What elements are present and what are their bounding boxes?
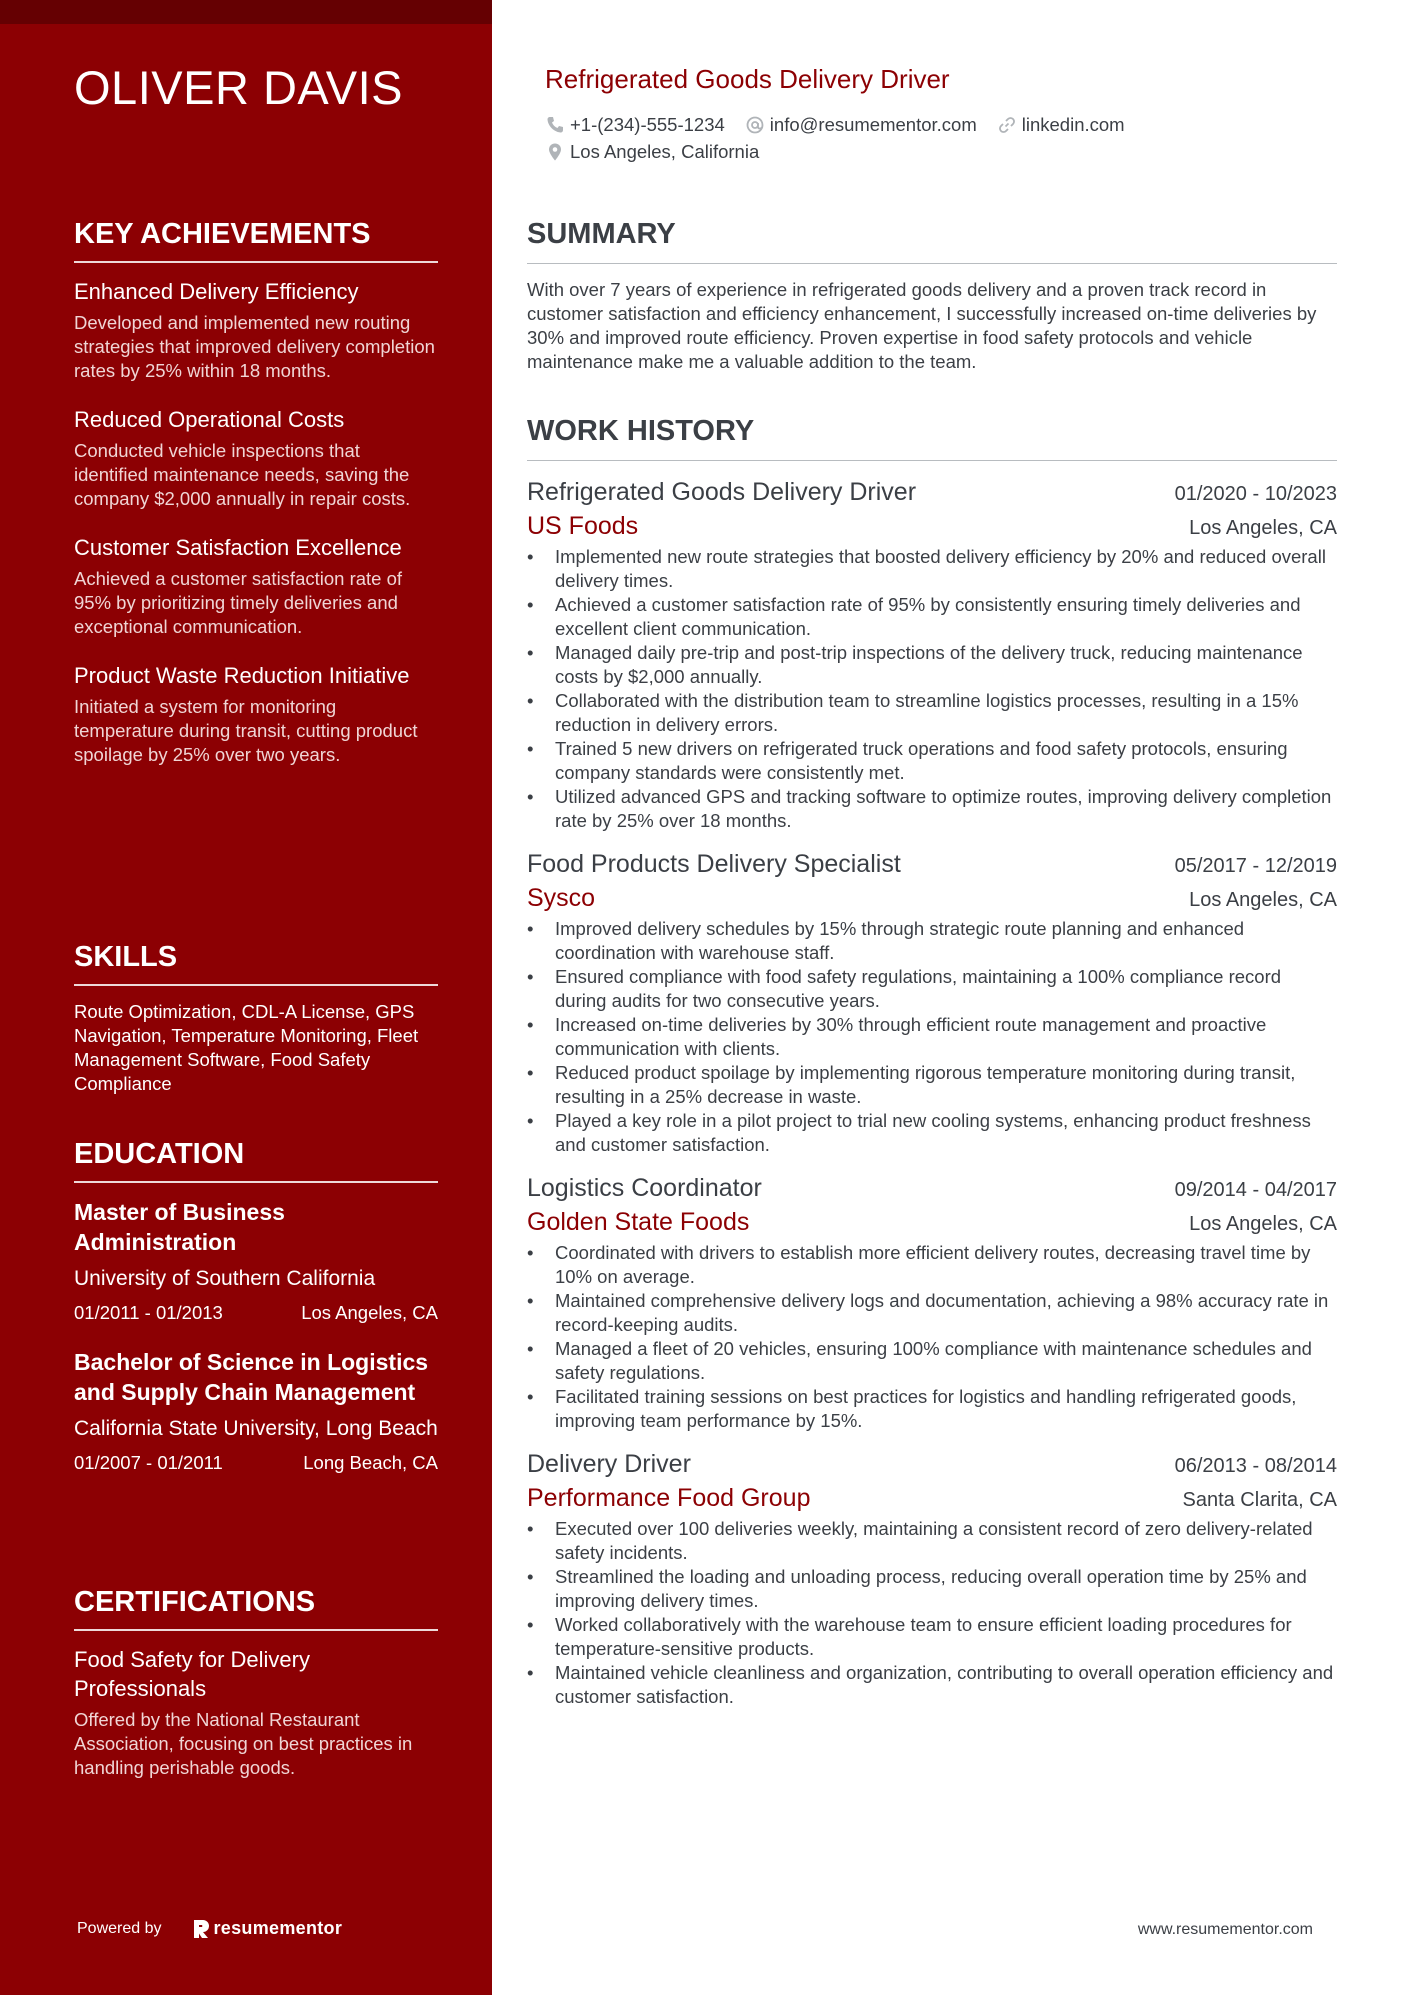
job-title: Delivery Driver bbox=[527, 1450, 691, 1478]
job-bullets bbox=[527, 1241, 1337, 1433]
link-icon bbox=[997, 115, 1017, 135]
brand-logo[interactable] bbox=[192, 1918, 343, 1939]
job-bullet: • Worked collaboratively with the warehouse team to ensure efficient loading procedures for temperature-sensitive products. bbox=[527, 1613, 1337, 1661]
education-heading: EDUCATION bbox=[74, 1138, 438, 1183]
summary-text: With over 7 years of experience in refrigerated goods delivery and a proven track record in customer satisfaction and efficiency enhancement, I successfully increased on-time deliveries by 30% and improved route efficiency. Proven expertise in food safety protocols and vehicle maintenance make me a valuable addition to the team. bbox=[527, 279, 1317, 372]
job-location: Los Angeles, CA bbox=[1189, 889, 1337, 911]
certifications-section bbox=[74, 1586, 438, 1780]
footer-url[interactable]: www.resumementor.com bbox=[1137, 1921, 1313, 1938]
achievement-desc: Developed and implemented new routing strategies that improved delivery completion rates by 25% within 18 months. bbox=[74, 312, 435, 381]
certifications-heading: CERTIFICATIONS bbox=[74, 1586, 438, 1631]
achievement-item bbox=[74, 405, 438, 511]
education-degree: Master of Business Administration bbox=[74, 1199, 285, 1255]
job-bullets bbox=[527, 917, 1337, 1157]
location-text: Los Angeles, California bbox=[570, 141, 760, 162]
achievement-title: Customer Satisfaction Excellence bbox=[74, 535, 402, 560]
job-bullet: • Utilized advanced GPS and tracking software to optimize routes, improving delivery completion rate by 25% over 18 months. bbox=[527, 785, 1337, 833]
job-bullet: • Maintained vehicle cleanliness and organization, contributing to overall operation efficiency and customer satisfaction. bbox=[527, 1661, 1337, 1709]
achievements-heading: KEY ACHIEVEMENTS bbox=[74, 218, 438, 263]
company-name: Sysco bbox=[527, 884, 596, 912]
education-degree: Bachelor of Science in Logistics and Supply Chain Management bbox=[74, 1349, 429, 1405]
contact-row bbox=[545, 114, 1145, 136]
education-location: Los Angeles, CA bbox=[301, 1302, 438, 1323]
powered-by-label: Powered by bbox=[77, 1919, 162, 1937]
education-school: University of Southern California bbox=[74, 1267, 376, 1290]
phone-text: +1-(234)-555-1234 bbox=[570, 114, 725, 135]
certification-item bbox=[74, 1645, 438, 1780]
achievement-title: Reduced Operational Costs bbox=[74, 407, 345, 432]
job-entry bbox=[527, 847, 1337, 1157]
job-bullet: • Reduced product spoilage by implementing rigorous temperature monitoring during transit, resulting in a 25% decrease in waste. bbox=[527, 1061, 1337, 1109]
phone-icon bbox=[545, 115, 565, 135]
job-dates: 09/2014 - 04/2017 bbox=[1174, 1179, 1337, 1201]
job-title: Food Products Delivery Specialist bbox=[527, 850, 901, 878]
skills-section bbox=[74, 941, 438, 1096]
achievement-desc: Initiated a system for monitoring temperature during transit, cutting product spoilage by 25% over two years. bbox=[74, 696, 418, 765]
achievement-title: Product Waste Reduction Initiative bbox=[74, 663, 410, 688]
education-dates: 01/2011 - 01/2013 bbox=[74, 1302, 223, 1323]
education-school: California State University, Long Beach bbox=[74, 1417, 438, 1440]
job-bullet: • Coordinated with drivers to establish more efficient delivery routes, decreasing travel time by 10% on average. bbox=[527, 1241, 1337, 1289]
education-dates: 01/2007 - 01/2011 bbox=[74, 1452, 223, 1473]
job-title: Refrigerated Goods Delivery Driver bbox=[527, 478, 917, 506]
contact-linkedin[interactable] bbox=[997, 114, 1125, 136]
location-pin-icon bbox=[545, 142, 565, 162]
achievement-desc: Achieved a customer satisfaction rate of 95% by prioritizing timely deliveries and exceptional communication. bbox=[74, 568, 403, 637]
job-title: Logistics Coordinator bbox=[527, 1174, 762, 1202]
job-location: Santa Clarita, CA bbox=[1182, 1489, 1337, 1511]
education-item bbox=[74, 1197, 438, 1325]
education-location: Long Beach, CA bbox=[303, 1452, 438, 1473]
job-bullet: • Facilitated training sessions on best practices for logistics and handling refrigerated goods, improving team performance by 15%. bbox=[527, 1385, 1337, 1433]
job-dates: 06/2013 - 08/2014 bbox=[1174, 1455, 1337, 1477]
email-text: info@resumementor.com bbox=[769, 114, 977, 135]
job-bullet: • Trained 5 new drivers on refrigerated truck operations and food safety protocols, ensuring company standards were consistently met. bbox=[527, 737, 1337, 785]
job-entry bbox=[527, 475, 1337, 833]
job-entry bbox=[527, 1447, 1337, 1709]
target-job-title: Refrigerated Goods Delivery Driver bbox=[545, 64, 950, 94]
powered-by bbox=[77, 1918, 342, 1939]
job-bullet: • Managed a fleet of 20 vehicles, ensuring 100% compliance with maintenance schedules and safety regulations. bbox=[527, 1337, 1337, 1385]
resumementor-logo-icon bbox=[192, 1919, 210, 1939]
contact-email[interactable] bbox=[745, 114, 977, 136]
education-item bbox=[74, 1347, 438, 1475]
job-bullet: • Improved delivery schedules by 15% through strategic route planning and enhanced coordination with warehouse staff. bbox=[527, 917, 1337, 965]
at-icon bbox=[745, 115, 765, 135]
job-bullet: • Streamlined the loading and unloading process, reducing overall operation time by 25% and improving delivery times. bbox=[527, 1565, 1337, 1613]
certification-title: Food Safety for Delivery Professionals bbox=[74, 1647, 310, 1701]
contact-phone[interactable] bbox=[545, 114, 725, 136]
job-dates: 05/2017 - 12/2019 bbox=[1174, 855, 1337, 877]
company-name: Golden State Foods bbox=[527, 1208, 750, 1236]
education-section bbox=[74, 1138, 438, 1497]
summary-section bbox=[527, 218, 1337, 374]
achievement-item bbox=[74, 661, 438, 767]
job-bullet: • Collaborated with the distribution team to streamline logistics processes, resulting in a 15% reduction in delivery errors. bbox=[527, 689, 1337, 737]
brand-name: resumementor bbox=[213, 1918, 343, 1938]
job-bullet: • Played a key role in a pilot project to trial new cooling systems, enhancing product freshness and customer satisfaction. bbox=[527, 1109, 1337, 1157]
job-bullet: • Managed daily pre-trip and post-trip inspections of the delivery truck, reducing maintenance costs by $2,000 annually. bbox=[527, 641, 1337, 689]
job-bullet: • Executed over 100 deliveries weekly, maintaining a consistent record of zero delivery-related safety incidents. bbox=[527, 1517, 1337, 1565]
achievement-item bbox=[74, 533, 438, 639]
job-location: Los Angeles, CA bbox=[1189, 1213, 1337, 1235]
job-bullet: • Increased on-time deliveries by 30% through efficient route management and proactive communication with clients. bbox=[527, 1013, 1337, 1061]
certification-desc: Offered by the National Restaurant Association, focusing on best practices in handling perishable goods. bbox=[74, 1709, 413, 1778]
job-dates: 01/2020 - 10/2023 bbox=[1174, 483, 1337, 505]
work-history-section bbox=[527, 415, 1337, 1723]
main-content bbox=[527, 0, 1337, 1995]
job-bullets bbox=[527, 1517, 1337, 1709]
skills-heading: SKILLS bbox=[74, 941, 438, 986]
linkedin-text: linkedin.com bbox=[1021, 114, 1125, 135]
achievements-section bbox=[74, 218, 438, 789]
contact-location-row bbox=[545, 141, 779, 163]
achievement-desc: Conducted vehicle inspections that identified maintenance needs, saving the company $2,000 annually in repair costs. bbox=[74, 440, 411, 509]
sidebar-top-bar bbox=[0, 0, 492, 24]
skills-list: Route Optimization, CDL-A License, GPS Navigation, Temperature Monitoring, Fleet Management Software, Food Safety Compliance bbox=[74, 1001, 419, 1094]
achievement-title: Enhanced Delivery Efficiency bbox=[74, 279, 359, 304]
company-name: US Foods bbox=[527, 512, 639, 540]
contact-location bbox=[545, 141, 759, 163]
sidebar bbox=[0, 0, 492, 1995]
achievement-item bbox=[74, 277, 438, 383]
work-history-heading: WORK HISTORY bbox=[527, 415, 1337, 461]
job-bullet: • Ensured compliance with food safety regulations, maintaining a 100% compliance record during audits for two consecutive years. bbox=[527, 965, 1337, 1013]
job-entry bbox=[527, 1171, 1337, 1433]
job-bullet: • Maintained comprehensive delivery logs and documentation, achieving a 98% accuracy rate in record-keeping audits. bbox=[527, 1289, 1337, 1337]
job-location: Los Angeles, CA bbox=[1189, 517, 1337, 539]
summary-heading: SUMMARY bbox=[527, 218, 1337, 264]
company-name: Performance Food Group bbox=[527, 1484, 811, 1512]
job-bullet: • Implemented new route strategies that boosted delivery efficiency by 20% and reduced overall delivery times. bbox=[527, 545, 1337, 593]
candidate-name: OLIVER DAVIS bbox=[74, 61, 404, 114]
job-bullet: • Achieved a customer satisfaction rate of 95% by consistently ensuring timely deliveries and excellent client communication. bbox=[527, 593, 1337, 641]
job-bullets bbox=[527, 545, 1337, 833]
